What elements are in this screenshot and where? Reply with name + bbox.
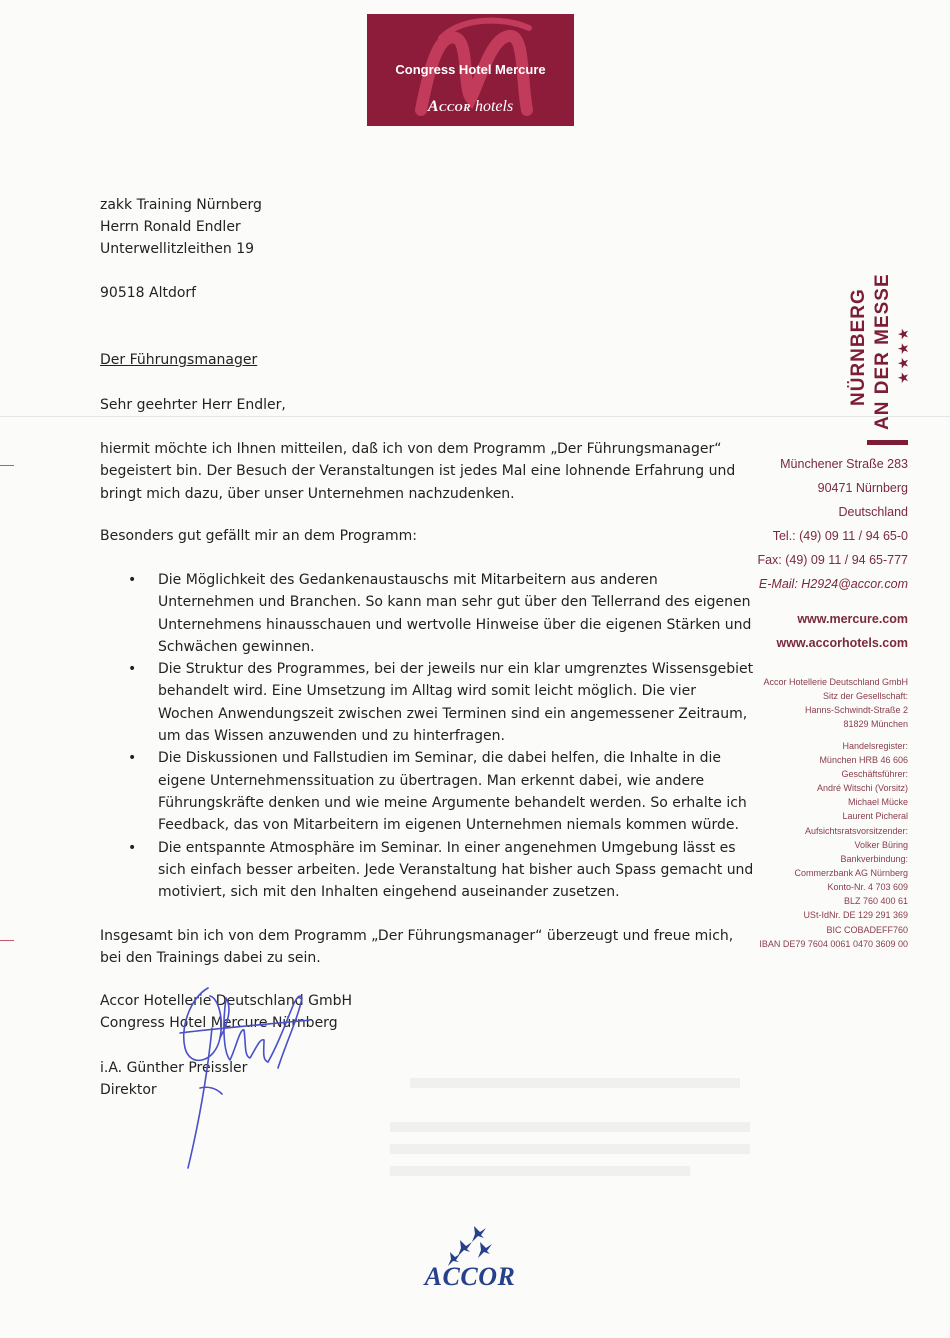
contact-web-accorhotels: www.accorhotels.com — [776, 636, 908, 650]
contact-web-mercure: www.mercure.com — [797, 612, 908, 626]
legal-line: Accor Hotellerie Deutschland GmbH — [763, 677, 908, 687]
show-through-line — [410, 1078, 740, 1088]
paper-fold-line — [0, 416, 950, 417]
contact-tel: Tel.: (49) 09 11 / 94 65-0 — [772, 529, 908, 543]
legal-line: Michael Mücke — [847, 797, 908, 807]
list-item: • Die entspannte Atmosphäre im Seminar. In einer angenehmen Umgebung lässt es sich einfach besser arbeiten. Jede Veranstaltung hat bisher auch Spass gemacht und motiviert, sich mit den Inhalten eingehend auseinander zusetzen. — [100, 837, 755, 904]
accor-footer-logo: ACCOR — [424, 1262, 516, 1291]
contact-city: 90471 Nürnberg — [817, 481, 908, 495]
legal-line: Aufsichtsratsvorsitzender: — [804, 826, 908, 836]
recipient-line-3: Unterwellitzleithen 19 — [100, 241, 255, 257]
margin-mark — [0, 940, 14, 941]
legal-line: München HRB 46 606 — [819, 755, 908, 765]
contact-email: E-Mail: H2924@accor.com — [758, 577, 908, 591]
mercure-logo — [367, 14, 574, 126]
sender-company: Accor Hotellerie Deutschland GmbH — [100, 993, 352, 1009]
recipient-line-2: Herrn Ronald Endler — [100, 219, 241, 235]
side-title-bar — [867, 440, 908, 445]
legal-line: Laurent Picheral — [842, 811, 908, 821]
side-title-line-1: NÜRNBERG — [848, 288, 869, 406]
benefits-list — [100, 569, 755, 903]
legal-line: Konto-Nr. 4 703 609 — [827, 882, 908, 892]
list-item: • Die Diskussionen und Fallstudien im Seminar, die dabei helfen, die Inhalte in die eigene Unternehmenssituation zu übertragen. Man erkennt dabei, wie andere Führungskräfte denken und wie meine Argumente behandelt werden. So erhalte ich Feedback, das von Mitarbeitern im eigenen Unternehmen niemals kommen würde. — [100, 747, 755, 836]
show-through-line — [390, 1166, 690, 1176]
legal-line: BLZ 760 400 61 — [843, 896, 908, 906]
closing-paragraph: Insgesamt bin ich von dem Programm „Der Führungsmanager“ überzeugt und freue mich, bei den Trainings dabei zu sein. — [100, 928, 734, 967]
lead-sentence: Besonders gut gefällt mir an dem Programm: — [100, 528, 418, 544]
legal-line: André Witschi (Vorsitz) — [816, 783, 908, 793]
legal-line: USt-IdNr. DE 129 291 369 — [803, 910, 908, 920]
legal-line: BIC COBADEFF760 — [826, 925, 908, 935]
show-through-line — [390, 1144, 750, 1154]
legal-line: Hanns-Schwindt-Straße 2 — [804, 705, 908, 715]
salutation: Sehr geehrter Herr Endler, — [100, 397, 286, 413]
side-title-vertical — [840, 256, 910, 446]
legal-line: Handelsregister: — [842, 741, 908, 751]
contact-country: Deutschland — [838, 505, 908, 519]
sender-hotel: Congress Hotel Mercure Nürnberg — [100, 1015, 338, 1031]
show-through-line — [390, 1122, 750, 1132]
contact-street: Münchener Straße 283 — [780, 457, 908, 471]
legal-line: Geschäftsführer: — [841, 769, 908, 779]
logo-hotels-word: hotels — [470, 98, 514, 115]
logo-hotel-name: Congress Hotel Mercure — [395, 62, 546, 77]
logo-accor-hotels — [367, 98, 574, 116]
handwritten-signature — [160, 968, 340, 1178]
recipient-line-1: zakk Training Nürnberg — [100, 197, 262, 213]
legal-line: IBAN DE79 7604 0061 0470 3609 00 — [759, 939, 908, 949]
contact-fax: Fax: (49) 09 11 / 94 65-777 — [757, 553, 908, 567]
side-title-stars: ★★★★ — [896, 325, 912, 384]
sender-role: Direktor — [100, 1082, 157, 1098]
legal-line: 81829 München — [843, 719, 908, 729]
sender-signer: i.A. Günther Preissler — [100, 1060, 248, 1076]
intro-paragraph: hiermit möchte ich Ihnen mitteilen, daß ich von dem Programm „Der Führungsmanager“ begeistert bin. Der Besuch der Veranstaltungen ist jedes Mal eine lohnende Erfahrung und bringt mich dazu, über unser Unternehmen nachzudenken. — [100, 441, 736, 502]
letter-subject: Der Führungsmanager — [100, 352, 258, 368]
legal-line: Commerzbank AG Nürnberg — [794, 868, 908, 878]
recipient-postal: 90518 Altdorf — [100, 285, 197, 301]
logo-accor-word: Accor — [427, 98, 471, 115]
legal-line: Volker Büring — [854, 840, 908, 850]
legal-line: Sitz der Gesellschaft: — [822, 691, 908, 701]
margin-mark — [0, 465, 14, 466]
side-title-line-2: AN DER MESSE — [872, 273, 893, 430]
list-item: • Die Möglichkeit des Gedankenaustauschs mit Mitarbeitern aus anderen Unternehmen und Branchen. So kann man sehr gut über den Tellerrand des eigenen Unternehmens hinausschauen und wertvolle Hinweise über die eigenen Stärken und Schwächen gewinnen. — [100, 569, 755, 658]
legal-line: Bankverbindung: — [840, 854, 908, 864]
list-item: • Die Struktur des Programmes, bei der jeweils nur ein klar umgrenztes Wissensgebiet behandelt wird. Eine Umsetzung im Alltag wird somit leicht möglich. Die vier Wochen Anwendungszeit zwischen zwei Terminen sind ein angemessener Zeitraum, um das Wissen anzuwenden und zu hinterfragen. — [100, 658, 755, 747]
